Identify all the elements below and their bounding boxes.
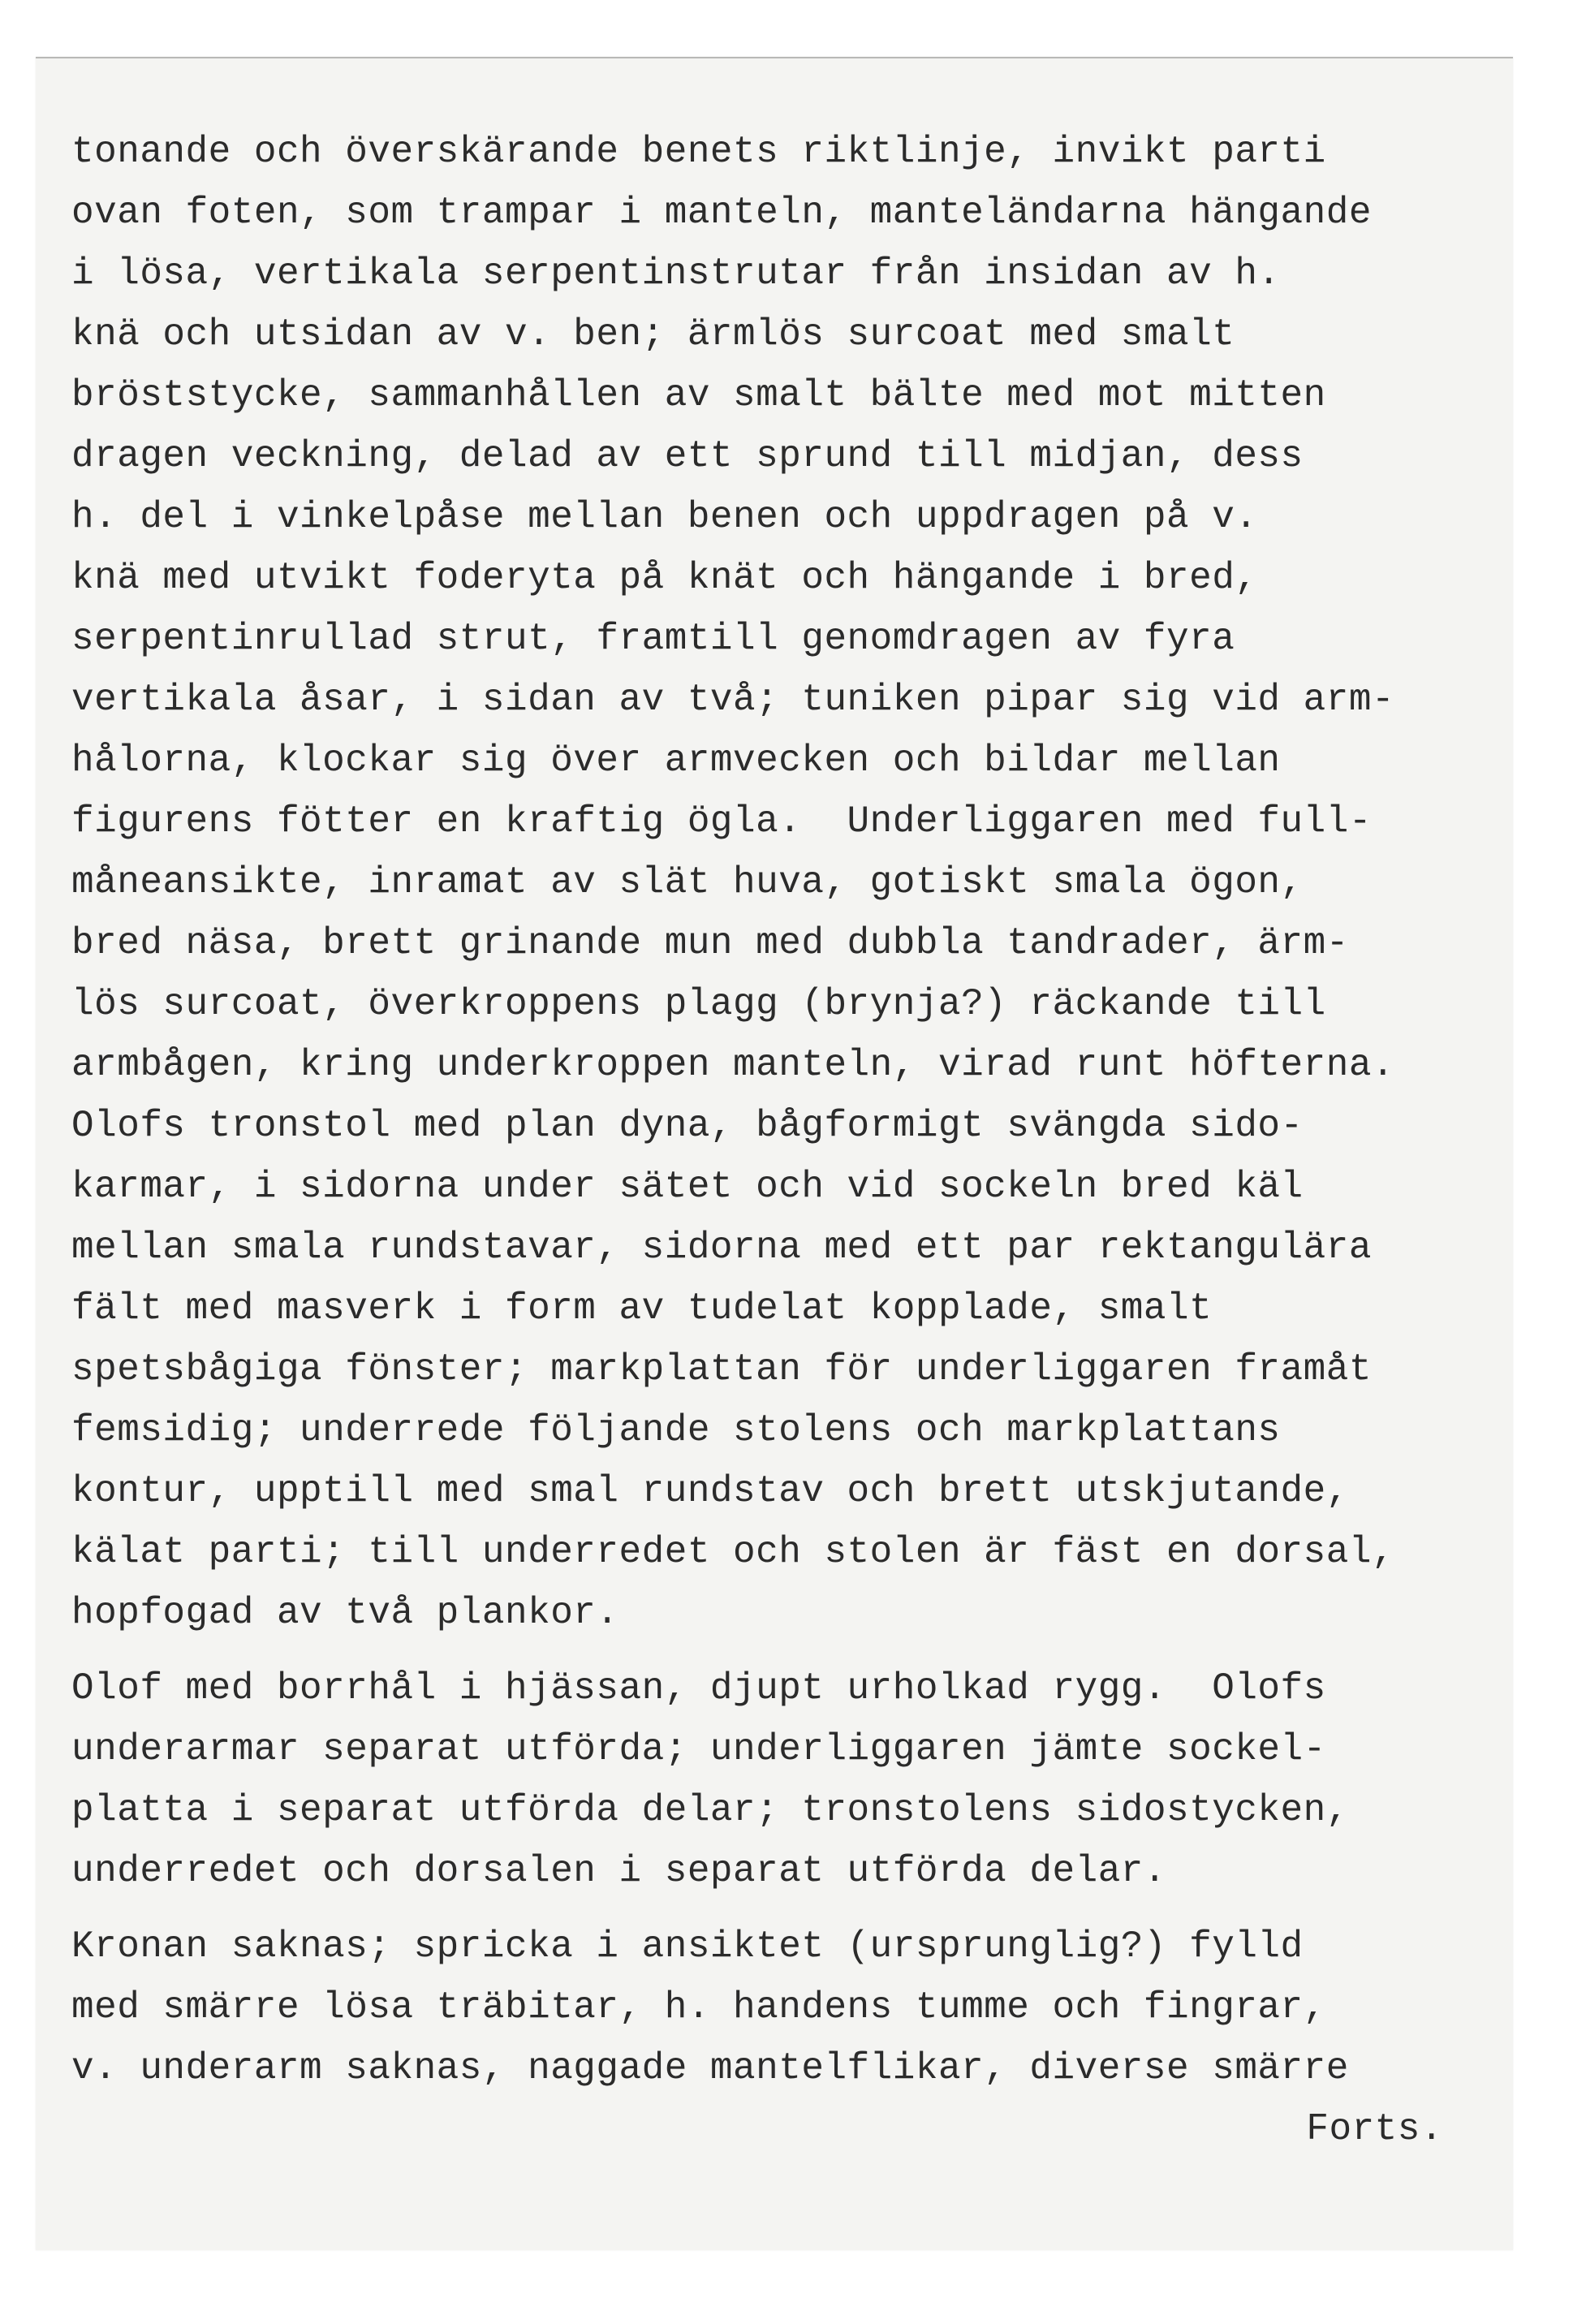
text-line: Kronan saknas; spricka i ansiktet (ursprunglig?) fylld (71, 1925, 1304, 1968)
text-line: Olof med borrhål i hjässan, djupt urholkad rygg. Olofs (71, 1667, 1326, 1710)
text-line: Olofs tronstol med plan dyna, bågformigt svängda sido- (71, 1105, 1304, 1147)
paragraph-1 (71, 122, 1532, 1644)
text-line: platta i separat utförda delar; tronstolens sidostycken, (71, 1789, 1349, 1831)
paragraph-3 (71, 1917, 1532, 2160)
text-line: v. underarm saknas, naggade mantelflikar, diverse smärre (71, 2047, 1349, 2089)
text-line: kälat parti; till underredet och stolen är fäst en dorsal, (71, 1531, 1395, 1573)
text-line: bröststycke, sammanhållen av smalt bälte med mot mitten (71, 374, 1326, 416)
text-line: karmar, i sidorna under sätet och vid sockeln bred käl (71, 1166, 1304, 1208)
text-line: serpentinrullad strut, framtill genomdragen av fyra (71, 618, 1235, 660)
text-line: hålorna, klockar sig över armvecken och bildar mellan (71, 739, 1281, 782)
text-line: femsidig; underrede följande stolens och markplattans (71, 1409, 1281, 1451)
text-line: ovan foten, som trampar i manteln, manteländarna hängande (71, 192, 1372, 234)
paragraph-2 (71, 1658, 1532, 1902)
text-line: underarmar separat utförda; underliggaren jämte sockel- (71, 1728, 1326, 1770)
text-line: i lösa, vertikala serpentinstrutar från insidan av h. (71, 252, 1281, 295)
text-line: figurens fötter en kraftig ögla. Underliggaren med full- (71, 800, 1372, 843)
text-line: vertikala åsar, i sidan av två; tuniken pipar sig vid arm- (71, 679, 1395, 721)
text-line: fält med masverk i form av tudelat kopplade, smalt (71, 1287, 1213, 1330)
continuation-note: Forts. (1306, 2108, 1443, 2150)
text-line: knä och utsidan av v. ben; ärmlös surcoat med smalt (71, 313, 1235, 356)
text-line: dragen veckning, delad av ett sprund till midjan, dess (71, 435, 1304, 477)
text-line: kontur, upptill med smal rundstav och brett utskjutande, (71, 1470, 1349, 1512)
text-line: underredet och dorsalen i separat utförda delar. (71, 1850, 1167, 1892)
document-body (71, 122, 1532, 2175)
text-line: mellan smala rundstavar, sidorna med ett par rektangulära (71, 1227, 1372, 1269)
text-line: bred näsa, brett grinande mun med dubbla tandrader, ärm- (71, 922, 1349, 964)
text-line: armbågen, kring underkroppen manteln, virad runt höfterna. (71, 1044, 1395, 1086)
text-line: spetsbågiga fönster; markplattan för underliggaren framåt (71, 1348, 1372, 1391)
text-line: tonande och överskärande benets riktlinje, invikt parti (71, 131, 1326, 173)
text-line: h. del i vinkelpåse mellan benen och uppdragen på v. (71, 496, 1258, 538)
text-line: måneansikte, inramat av slät huva, gotiskt smala ögon, (71, 861, 1304, 903)
text-line: med smärre lösa träbitar, h. handens tumme och fingrar, (71, 1986, 1326, 2029)
text-line: knä med utvikt foderyta på knät och hängande i bred, (71, 557, 1258, 599)
text-line: lös surcoat, överkroppens plagg (brynja?) räckande till (71, 983, 1326, 1025)
text-line: hopfogad av två plankor. (71, 1592, 619, 1634)
